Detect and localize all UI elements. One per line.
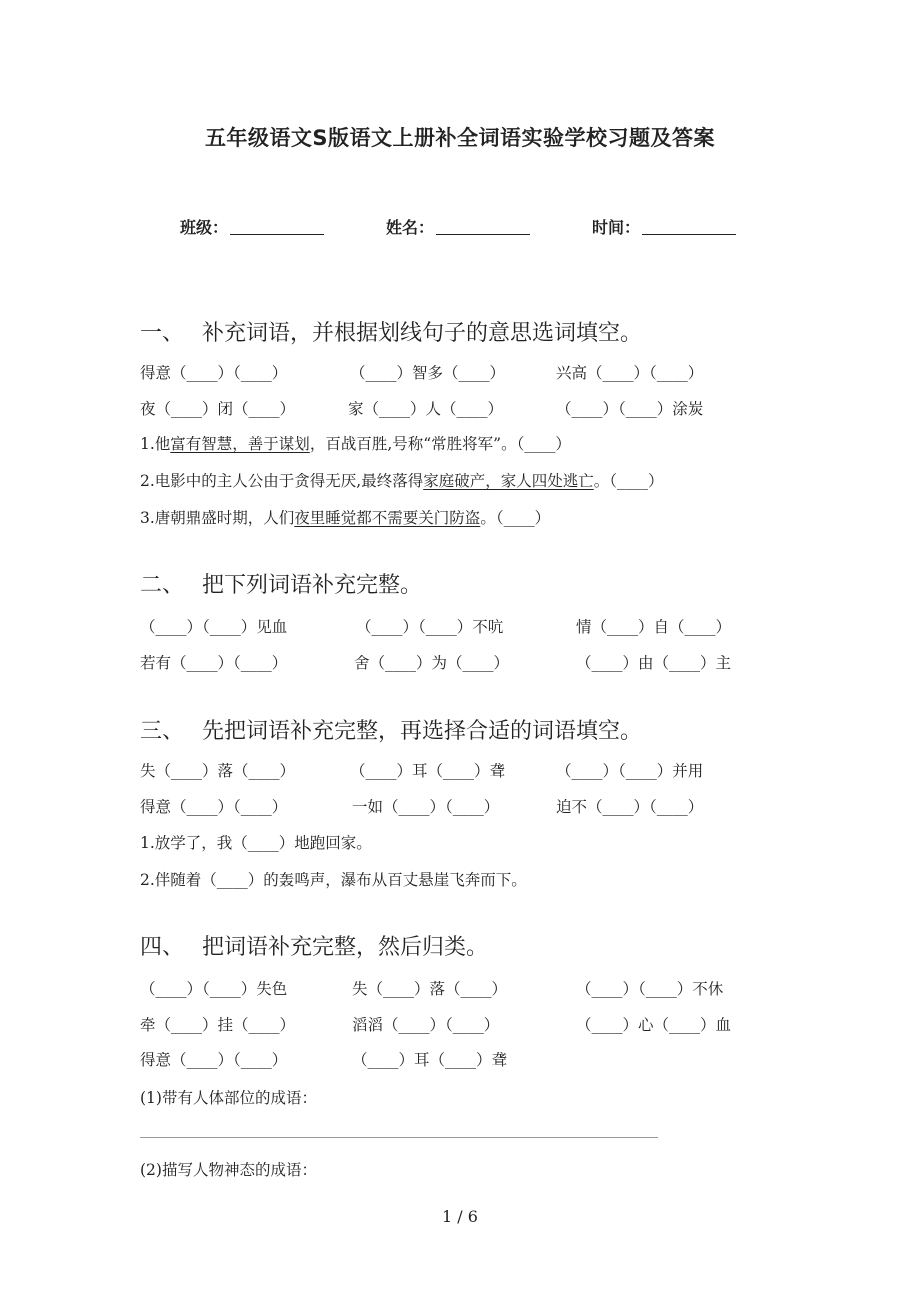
word-item: （____）心（____）血 <box>576 1016 732 1034</box>
word-item: （____）（____）涂炭 <box>556 400 704 418</box>
word-item: （____）智多（____） <box>350 364 506 382</box>
word-item: 牵（____）挂（____） <box>140 1016 296 1034</box>
underlined-text: 家庭破产，家人四处逃亡 <box>423 472 594 490</box>
section-3-heading <box>140 714 642 745</box>
word-item: （____）（____）见血 <box>140 618 288 636</box>
section-heading-text: 先把词语补充完整，再选择合适的词语填空。 <box>202 719 643 744</box>
word-item: 舍（____）为（____） <box>354 654 510 672</box>
word-item: （____）由（____）主 <box>576 654 732 672</box>
word-item: 得意（____）（____） <box>140 798 288 816</box>
word-item: 迫不（____）（____） <box>556 798 704 816</box>
class-field[interactable] <box>180 215 324 238</box>
word-item: （____）耳（____）聋 <box>350 762 506 780</box>
word-item: 兴高（____）（____） <box>556 364 704 382</box>
question-text: 1.他 <box>140 435 171 453</box>
underlined-text: 夜里睡觉都不需要关门防盗 <box>294 509 481 527</box>
section-2-heading <box>140 568 422 599</box>
question-line <box>140 469 664 491</box>
time-blank[interactable] <box>642 220 736 235</box>
answer-line[interactable] <box>140 1137 658 1138</box>
page-number: 1 / 6 <box>442 1207 478 1226</box>
section-heading-text: 补充词语，并根据划线句子的意思选词填空。 <box>202 321 643 346</box>
question-text: ，百战百胜,号称“常胜将军”。（____） <box>309 435 571 453</box>
word-item: （____）（____）不吭 <box>356 618 504 636</box>
name-label: 姓名： <box>386 218 435 237</box>
class-label: 班级： <box>180 218 229 237</box>
section-1-heading <box>140 316 642 347</box>
word-item: （____）（____）失色 <box>140 980 288 998</box>
word-item: （____）（____）并用 <box>556 762 704 780</box>
word-item: 家（____）人（____） <box>348 400 504 418</box>
word-item: （____）（____）不休 <box>576 980 724 998</box>
word-item: 一如（____）（____） <box>352 798 500 816</box>
question-text: 2.电影中的主人公由于贪得无厌,最终落得 <box>140 472 424 490</box>
document-title: 五年级语文S版语文上册补全词语实验学校习题及答案 <box>204 126 716 150</box>
question-line: 1.放学了，我（____）地跑回家。 <box>140 834 372 852</box>
section-heading-text: 把词语补充完整，然后归类。 <box>202 935 489 960</box>
underlined-text: 富有智慧，善于谋划 <box>170 435 310 453</box>
word-item: 夜（____）闭（____） <box>140 400 296 418</box>
word-item: 失（____）落（____） <box>140 762 296 780</box>
time-field[interactable] <box>592 215 736 238</box>
word-item: 失（____）落（____） <box>352 980 508 998</box>
word-item: 若有（____）（____） <box>140 654 288 672</box>
category-label: (2)描写人物神态的成语： <box>140 1161 317 1179</box>
class-blank[interactable] <box>230 220 324 235</box>
time-label: 时间： <box>592 218 641 237</box>
word-item: 得意（____）（____） <box>140 1051 288 1069</box>
section-heading-text: 把下列词语补充完整。 <box>202 573 423 598</box>
word-item: （____）耳（____）聋 <box>352 1051 508 1069</box>
category-label: (1)带有人体部位的成语： <box>140 1089 317 1107</box>
section-number: 三、 <box>140 719 185 744</box>
word-item: 得意（____）（____） <box>140 364 288 382</box>
question-text: 。（____） <box>593 472 664 490</box>
question-text: 。（____） <box>480 509 551 527</box>
word-item: 滔滔（____）（____） <box>352 1016 500 1034</box>
section-number: 一、 <box>140 321 185 346</box>
name-field[interactable] <box>386 215 530 238</box>
section-4-heading <box>140 930 488 961</box>
section-number: 二、 <box>140 573 185 598</box>
word-item: 情（____）自（____） <box>576 618 732 636</box>
question-text: 3.唐朝鼎盛时期，人们 <box>140 509 295 527</box>
question-line <box>140 432 571 454</box>
section-number: 四、 <box>140 935 185 960</box>
name-blank[interactable] <box>436 220 530 235</box>
question-line: 2.伴随着（____）的轰鸣声，瀑布从百丈悬崖飞奔而下。 <box>140 871 527 889</box>
question-line <box>140 506 550 528</box>
